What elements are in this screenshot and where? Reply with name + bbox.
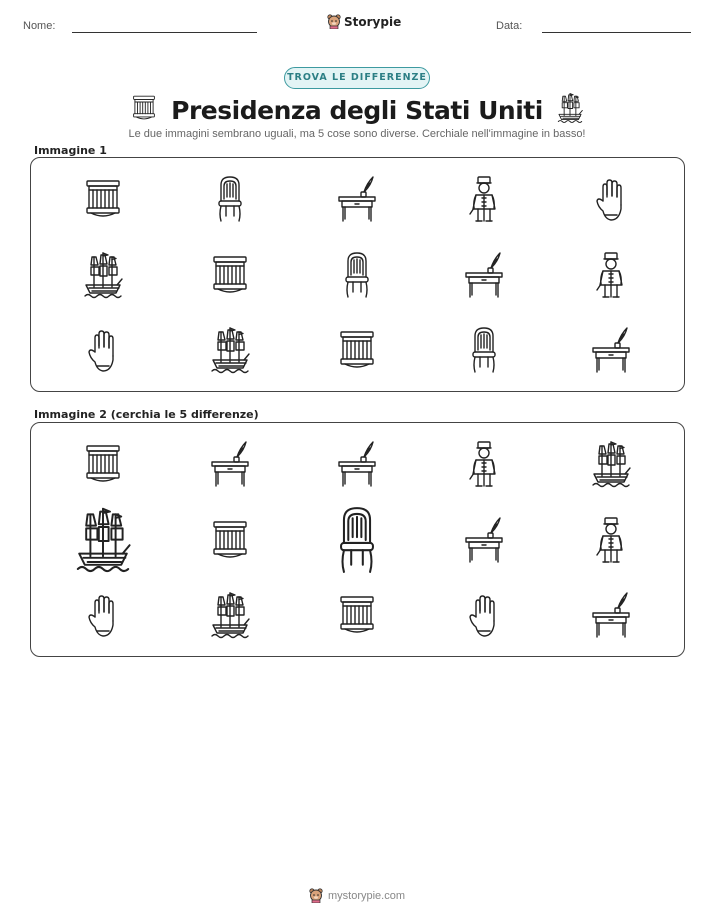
grid-item	[63, 314, 143, 389]
bear-mascot-icon	[327, 14, 341, 29]
desk-icon	[337, 440, 377, 490]
brand-logo	[327, 14, 401, 29]
balcony-icon	[131, 92, 157, 125]
balcony-icon	[337, 326, 377, 376]
guard-icon	[591, 251, 631, 301]
footer-url: mystorypie.com	[327, 889, 406, 902]
grid-item	[317, 163, 397, 238]
chair-icon	[464, 326, 504, 376]
grid-item	[571, 314, 651, 389]
bear-mascot-icon	[309, 888, 323, 903]
ship-icon	[75, 506, 131, 576]
grid-item	[63, 163, 143, 238]
panel2-label: Immagine 2 (cerchia le 5 differenze)	[34, 408, 259, 421]
desk-icon	[337, 175, 377, 225]
grid-item[interactable]	[63, 579, 143, 654]
page-title: Presidenza degli Stati Uniti	[171, 96, 543, 125]
date-label: Data:	[496, 20, 523, 32]
balcony-icon	[210, 516, 250, 566]
grid-item[interactable]	[63, 428, 143, 503]
chair-icon	[210, 175, 250, 225]
hand-icon	[464, 591, 504, 641]
hand-icon	[83, 326, 123, 376]
grid-item	[317, 239, 397, 314]
grid-item	[190, 163, 270, 238]
grid-item	[190, 239, 270, 314]
desk-icon	[591, 591, 631, 641]
ship-icon	[210, 326, 250, 376]
desk-icon	[210, 440, 250, 490]
balcony-icon	[131, 92, 157, 129]
guard-icon	[464, 175, 504, 225]
grid-item[interactable]	[317, 579, 397, 654]
grid-item[interactable]	[571, 579, 651, 654]
grid-item	[571, 163, 651, 238]
balcony-icon	[83, 175, 123, 225]
grid-item[interactable]	[190, 504, 270, 579]
grid-item	[190, 314, 270, 389]
grid-item	[571, 239, 651, 314]
image-panel-2[interactable]	[30, 422, 685, 657]
grid-item[interactable]	[317, 428, 397, 503]
date-field-line[interactable]	[542, 32, 691, 33]
desk-icon	[591, 326, 631, 376]
grid-item	[317, 314, 397, 389]
desk-icon	[464, 251, 504, 301]
brand-name: Storypie	[344, 14, 402, 29]
guard-icon	[591, 516, 631, 566]
ship-icon	[591, 440, 631, 490]
instructions: Le due immagini sembrano uguali, ma 5 cose sono diverse. Cerchiale nell'immagine in basso!	[128, 128, 586, 140]
hand-icon	[591, 175, 631, 225]
grid-item[interactable]	[444, 579, 524, 654]
panel1-label: Immagine 1	[34, 144, 107, 157]
grid-item	[63, 239, 143, 314]
grid-item[interactable]	[571, 504, 651, 579]
grid-item[interactable]	[190, 428, 270, 503]
name-field-line[interactable]	[72, 32, 257, 33]
ship-icon	[557, 92, 583, 125]
ship-icon	[210, 591, 250, 641]
grid-item	[444, 239, 524, 314]
chair-icon	[337, 251, 377, 301]
ship-icon	[557, 92, 583, 129]
grid-item	[444, 163, 524, 238]
balcony-icon	[83, 440, 123, 490]
balcony-icon	[210, 251, 250, 301]
balcony-icon	[337, 591, 377, 641]
grid-item[interactable]	[190, 579, 270, 654]
grid-item[interactable]	[317, 504, 397, 579]
ship-icon	[83, 251, 123, 301]
activity-badge: TROVA LE DIFFERENZE	[284, 67, 430, 89]
hand-icon	[83, 591, 123, 641]
desk-icon	[464, 516, 504, 566]
name-label: Nome:	[23, 20, 56, 32]
chair-icon	[328, 505, 386, 578]
footer	[0, 888, 714, 903]
grid-item[interactable]	[444, 504, 524, 579]
grid-item	[444, 314, 524, 389]
image-panel-1	[30, 157, 685, 392]
grid-item[interactable]	[63, 504, 143, 579]
grid-item[interactable]	[571, 428, 651, 503]
grid-item[interactable]	[444, 428, 524, 503]
guard-icon	[464, 440, 504, 490]
title-row	[0, 92, 714, 129]
